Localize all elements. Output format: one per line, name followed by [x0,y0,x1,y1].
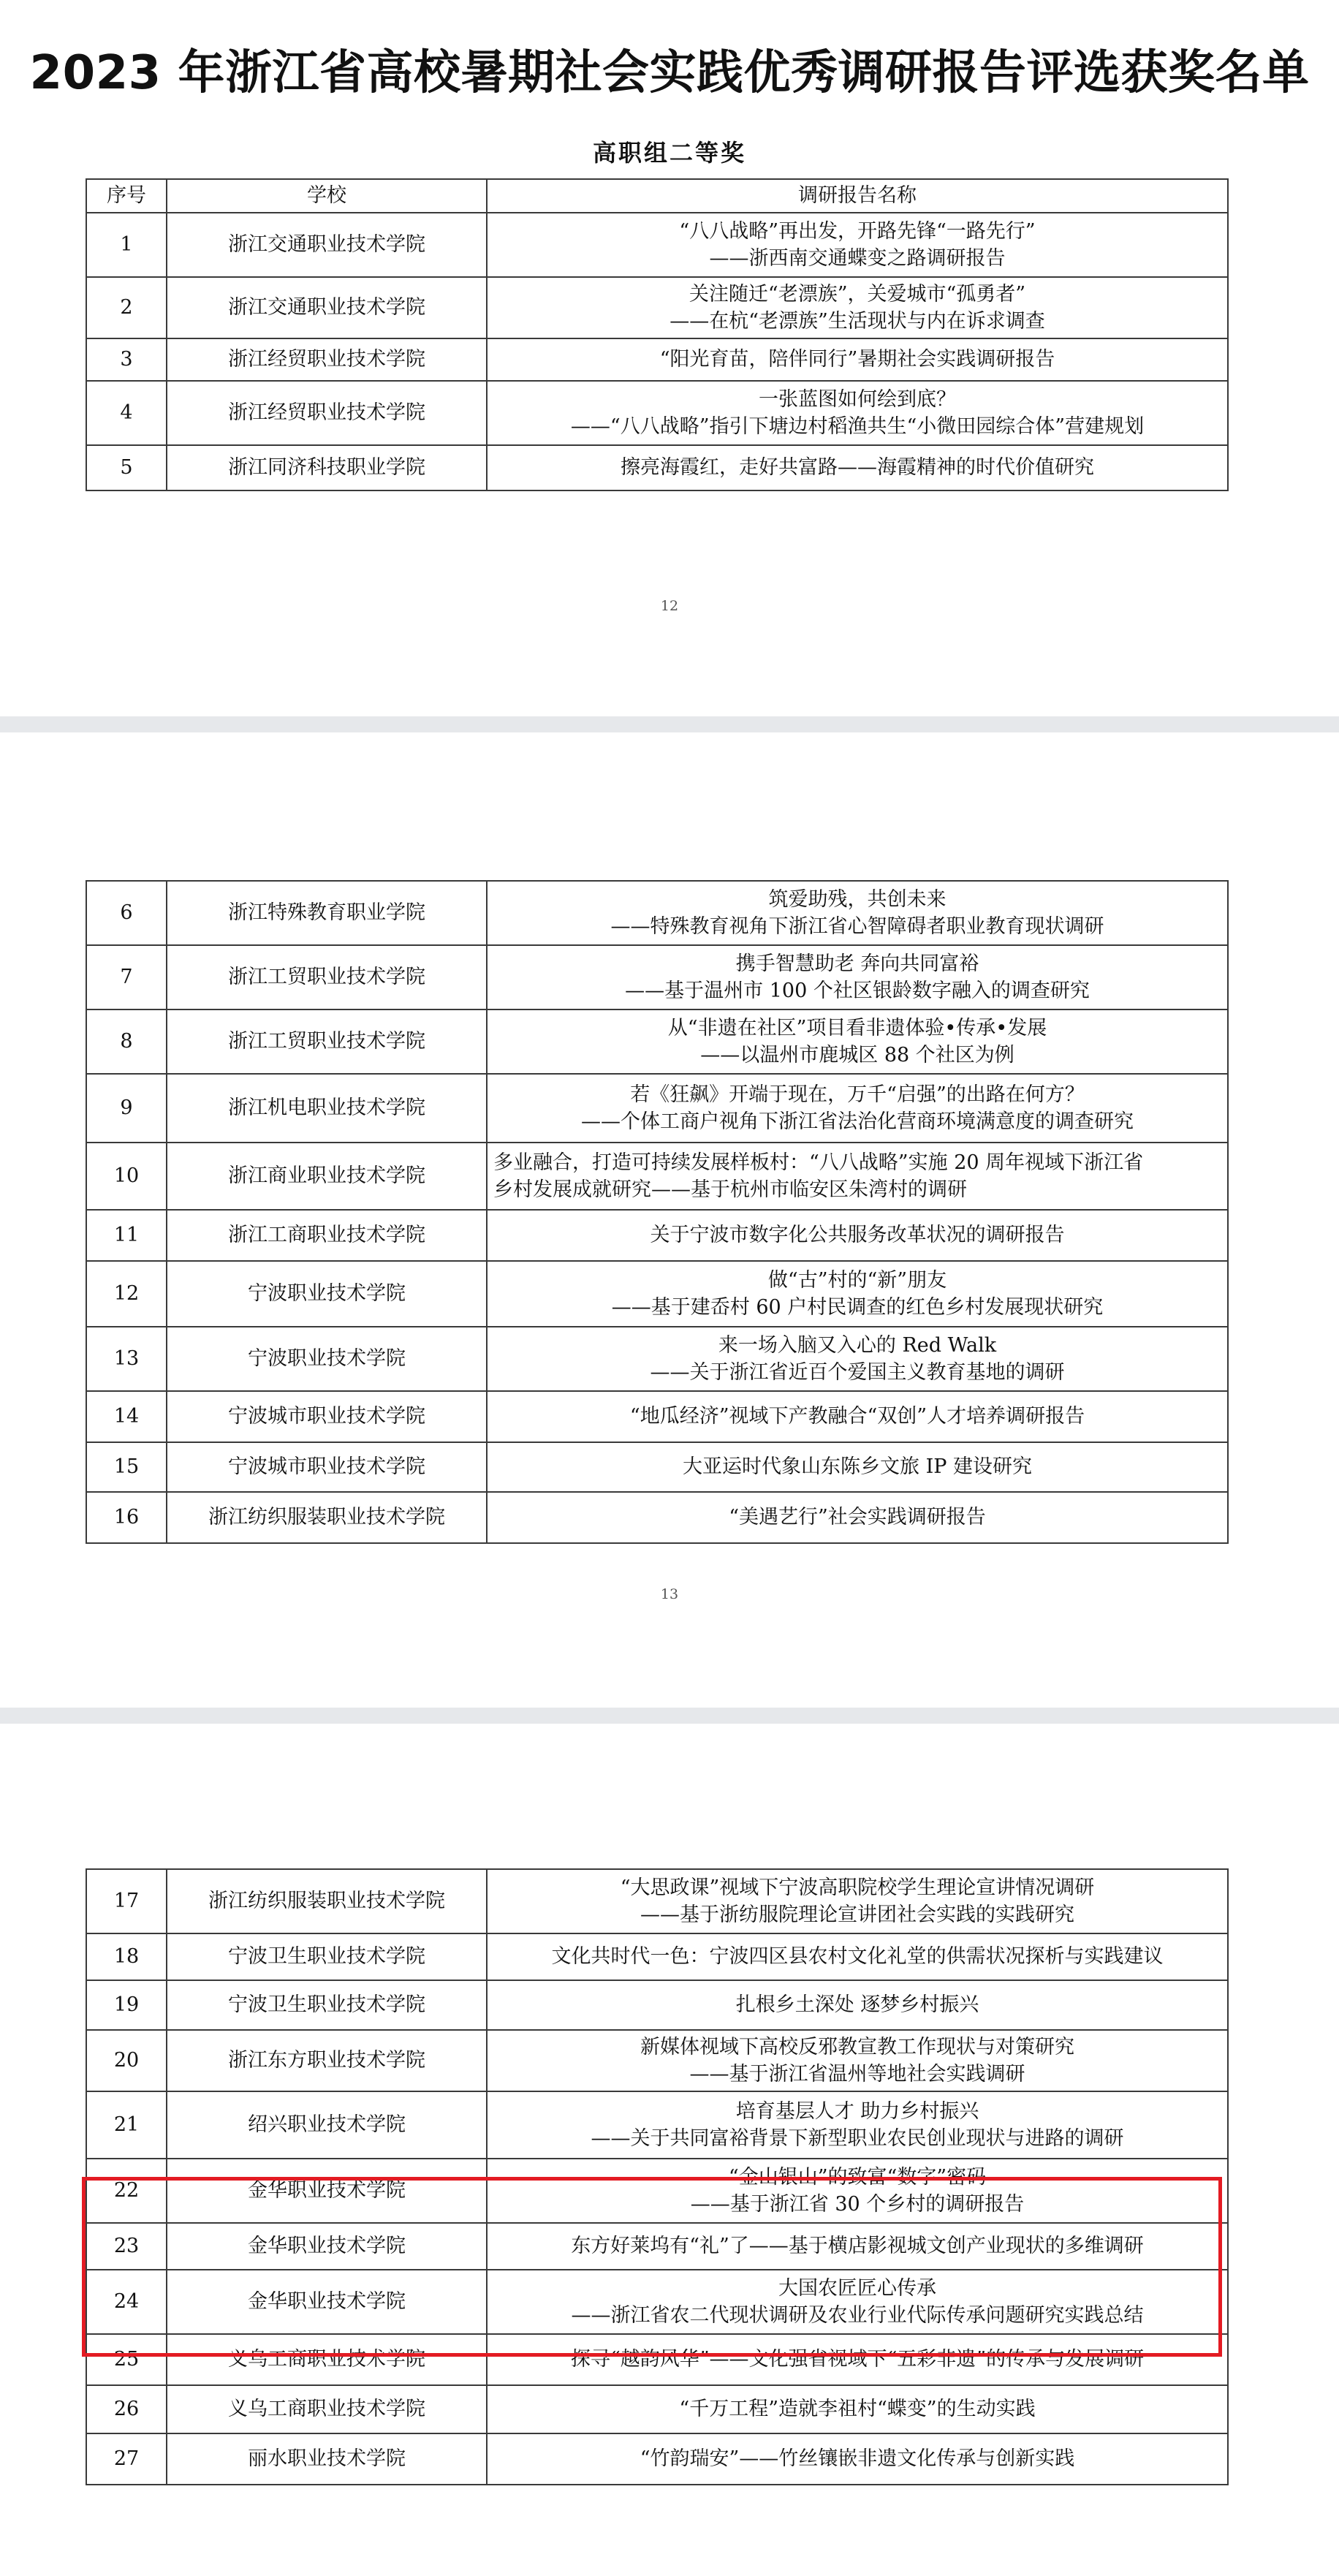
row-number: 23 [86,2223,167,2270]
table-row [86,1143,1228,1210]
table-row [86,1210,1228,1261]
table-row [86,2270,1228,2334]
row-number: 15 [86,1442,167,1492]
school-name: 宁波职业技术学院 [167,1261,487,1327]
school-name: 丽水职业技术学院 [167,2433,487,2485]
award-table-page-3 [86,1868,1229,2485]
report-title [487,2091,1228,2159]
table-row [86,2433,1228,2485]
table-row [86,1869,1228,1933]
school-name: 义乌工商职业技术学院 [167,2334,487,2385]
report-subtitle-line: ——关于浙江省近百个爱国主义教育基地的调研 [650,1361,1065,1384]
report-title-line: 做“古”村的“新”朋友 [767,1268,947,1292]
report-title [487,945,1228,1009]
table-row [86,1980,1228,2030]
report-title-line: 大亚运时代象山东陈乡文旅 IP 建设研究 [683,1455,1032,1479]
page-separator [0,716,1339,732]
report-subtitle-line: ——特殊教育视角下浙江省心智障碍者职业教育现状调研 [610,915,1104,938]
report-title [487,2223,1228,2270]
report-title-line: 多业融合，打造可持续发展样板村：“八八战略”实施 20 周年视域下浙江省 [493,1151,1144,1174]
school-name: 浙江同济科技职业学院 [167,445,487,490]
table-row [86,1074,1228,1143]
school-name: 浙江纺织服装职业技术学院 [167,1869,487,1933]
report-title-line: 探寻“越韵风华”——文化强省视域下“五彩非遗”的传承与发展调研 [570,2348,1145,2371]
school-name: 浙江纺织服装职业技术学院 [167,1492,487,1543]
report-title [487,1869,1228,1933]
report-title [487,277,1228,338]
row-number: 5 [86,445,167,490]
report-title [487,1143,1228,1210]
table-row [86,1492,1228,1543]
school-name: 浙江经贸职业技术学院 [167,381,487,445]
report-title [487,2433,1228,2485]
row-number: 13 [86,1327,167,1391]
school-name: 浙江工商职业技术学院 [167,1210,487,1261]
row-number: 9 [86,1074,167,1143]
report-title-line: 新媒体视域下高校反邪教宣教工作现状与对策研究 [640,2035,1074,2058]
table-row [86,381,1228,445]
report-title-line: 筑爱助残，共创未来 [768,887,947,911]
row-number: 26 [86,2385,167,2433]
row-number: 12 [86,1261,167,1327]
report-title [487,1391,1228,1442]
school-name: 浙江工贸职业技术学院 [167,945,487,1009]
table-row [86,2030,1228,2091]
school-name: 金华职业技术学院 [167,2223,487,2270]
table-row [86,881,1228,945]
report-title-line: 一张蓝图如何绘到底？ [759,387,956,411]
report-title-line: 扎根乡土深处 逐梦乡村振兴 [735,1993,979,2017]
report-title [487,2270,1228,2334]
report-title-line: “地瓜经济”视域下产教融合“双创”人才培养调研报告 [629,1405,1085,1428]
row-number: 19 [86,1980,167,2030]
school-name: 浙江经贸职业技术学院 [167,338,487,381]
report-title-line: 培育基层人才 助力乡村振兴 [735,2099,979,2123]
school-name: 浙江商业职业技术学院 [167,1143,487,1210]
row-number: 6 [86,881,167,945]
report-title-line: “竹韵瑞安”——竹丝镶嵌非遗文化传承与创新实践 [640,2447,1075,2471]
report-title [487,381,1228,445]
report-subtitle-line: ——在杭“老漂族”生活现状与内在诉求调查 [670,310,1045,333]
award-table-page-2 [86,880,1229,1544]
report-title-line: 东方好莱坞有“礼”了——基于横店影视城文创产业现状的多维调研 [571,2235,1144,2258]
table-row [86,2091,1228,2159]
row-number: 4 [86,381,167,445]
table-header-row [86,179,1228,213]
report-subtitle-line: ——“八八战略”指引下塘边村稻渔共生“小微田园综合体”营建规划 [570,415,1145,438]
school-name: 宁波城市职业技术学院 [167,1391,487,1442]
school-name: 宁波卫生职业技术学院 [167,1933,487,1980]
row-number: 7 [86,945,167,1009]
school-name: 浙江特殊教育职业学院 [167,881,487,945]
school-name: 浙江交通职业技术学院 [167,277,487,338]
report-title [487,1009,1228,1074]
row-number: 24 [86,2270,167,2334]
school-name: 浙江工贸职业技术学院 [167,1009,487,1074]
report-title [487,1210,1228,1261]
school-name: 浙江机电职业技术学院 [167,1074,487,1143]
report-title [487,2030,1228,2091]
report-title [487,1442,1228,1492]
report-title-line: 来一场入脑又入心的 Red Walk [718,1333,997,1357]
row-number: 2 [86,277,167,338]
school-name: 浙江东方职业技术学院 [167,2030,487,2091]
row-number: 25 [86,2334,167,2385]
page-number: 13 [660,1586,679,1602]
report-subtitle-line: ——基于浙纺服院理论宣讲团社会实践的实践研究 [640,1903,1074,1926]
row-number: 27 [86,2433,167,2485]
row-number: 16 [86,1492,167,1543]
table-row [86,338,1228,381]
report-subtitle-line: ——基于浙江省 30 个乡村的调研报告 [690,2193,1025,2216]
report-title-line: “大思政课”视域下宁波高职院校学生理论宣讲情况调研 [620,1876,1095,1899]
row-number: 21 [86,2091,167,2159]
report-title [487,445,1228,490]
row-number: 10 [86,1143,167,1210]
school-name: 金华职业技术学院 [167,2159,487,2223]
report-subtitle-line: ——基于温州市 100 个社区银龄数字融入的调查研究 [625,980,1090,1002]
school-name: 宁波职业技术学院 [167,1327,487,1391]
table-row [86,277,1228,338]
row-number: 14 [86,1391,167,1442]
report-title-line: 关于宁波市数字化公共服务改革状况的调研报告 [650,1224,1065,1247]
report-title [487,2334,1228,2385]
report-title-line: 若《狂飙》开端于现在，万千“启强”的出路在何方？ [630,1083,1085,1106]
report-title-line: “八八战略”再出发，开路先锋“一路先行” [679,219,1036,243]
report-subtitle-line: ——以温州市鹿城区 88 个社区为例 [700,1044,1014,1067]
report-title-line: “阳光育苗，陪伴同行”暑期社会实践调研报告 [659,348,1055,371]
table-row [86,445,1228,490]
table-row [86,1261,1228,1327]
column-header: 序号 [86,179,167,213]
column-header: 学校 [167,179,487,213]
report-title-line: “千万工程”造就李祖村“蝶变”的生动实践 [679,2398,1036,2421]
report-title [487,1492,1228,1543]
table-row [86,1391,1228,1442]
row-number: 17 [86,1869,167,1933]
document-subtitle: 高职组二等奖 [592,139,746,167]
report-title-line: 携手智慧助老 奔向共同富裕 [735,952,979,975]
table-row [86,1327,1228,1391]
school-name: 宁波卫生职业技术学院 [167,1980,487,2030]
report-subtitle-line: ——基于浙江省温州等地社会实践调研 [689,2063,1025,2086]
award-table-page-1 [86,178,1229,491]
report-subtitle-line: ——个体工商户视角下浙江省法治化营商环境满意度的调查研究 [581,1110,1134,1133]
row-number: 3 [86,338,167,381]
report-subtitle-line: ——基于建岙村 60 户村民调查的红色乡村发展现状研究 [611,1296,1104,1319]
page-number: 12 [660,598,679,614]
table-row [86,2334,1228,2385]
table-row [86,2223,1228,2270]
table-row [86,2159,1228,2223]
report-title [487,1261,1228,1327]
row-number: 11 [86,1210,167,1261]
table-row [86,213,1228,277]
row-number: 20 [86,2030,167,2091]
report-subtitle-line: ——关于共同富裕背景下新型职业农民创业现状与进路的调研 [591,2127,1124,2150]
report-subtitle-line: ——浙江省农二代现状调研及农业行业代际传承问题研究实践总结 [571,2304,1144,2327]
school-name: 浙江交通职业技术学院 [167,213,487,277]
school-name: 金华职业技术学院 [167,2270,487,2334]
report-title-line: 从“非遗在社区”项目看非遗体验•传承•发展 [667,1016,1047,1039]
column-header: 调研报告名称 [487,179,1228,213]
row-number: 8 [86,1009,167,1074]
row-number: 1 [86,213,167,277]
report-title [487,2385,1228,2433]
report-title [487,881,1228,945]
row-number: 22 [86,2159,167,2223]
report-title [487,1980,1228,2030]
report-title [487,213,1228,277]
report-subtitle-line: 乡村发展成就研究——基于杭州市临安区朱湾村的调研 [493,1178,967,1201]
row-number: 18 [86,1933,167,1980]
report-title [487,338,1228,381]
report-title [487,1074,1228,1143]
report-subtitle-line: ——浙西南交通蝶变之路调研报告 [709,247,1006,270]
report-title-line: “美遇艺行”社会实践调研报告 [729,1506,986,1529]
report-title-line: 关注随迁“老漂族”，关爱城市“孤勇者” [689,282,1026,306]
table-row [86,945,1228,1009]
report-title-line: 文化共时代一色：宁波四区县农村文化礼堂的供需状况探析与实践建议 [551,1945,1164,1969]
school-name: 绍兴职业技术学院 [167,2091,487,2159]
school-name: 宁波城市职业技术学院 [167,1442,487,1492]
report-title [487,1933,1228,1980]
table-row [86,2385,1228,2433]
table-row [86,1442,1228,1492]
table-row [86,1009,1228,1074]
report-title-line: “金山银山”的致富“数字”密码 [728,2165,987,2189]
report-title-line: 大国农匠匠心传承 [778,2276,936,2300]
report-title [487,2159,1228,2223]
table-row [86,1933,1228,1980]
report-title-line: 擦亮海霞红，走好共富路——海霞精神的时代价值研究 [621,456,1094,480]
school-name: 义乌工商职业技术学院 [167,2385,487,2433]
report-title [487,1327,1228,1391]
document-title: 2023 年浙江省高校暑期社会实践优秀调研报告评选获奖名单 [29,46,1310,100]
page-separator [0,1708,1339,1724]
